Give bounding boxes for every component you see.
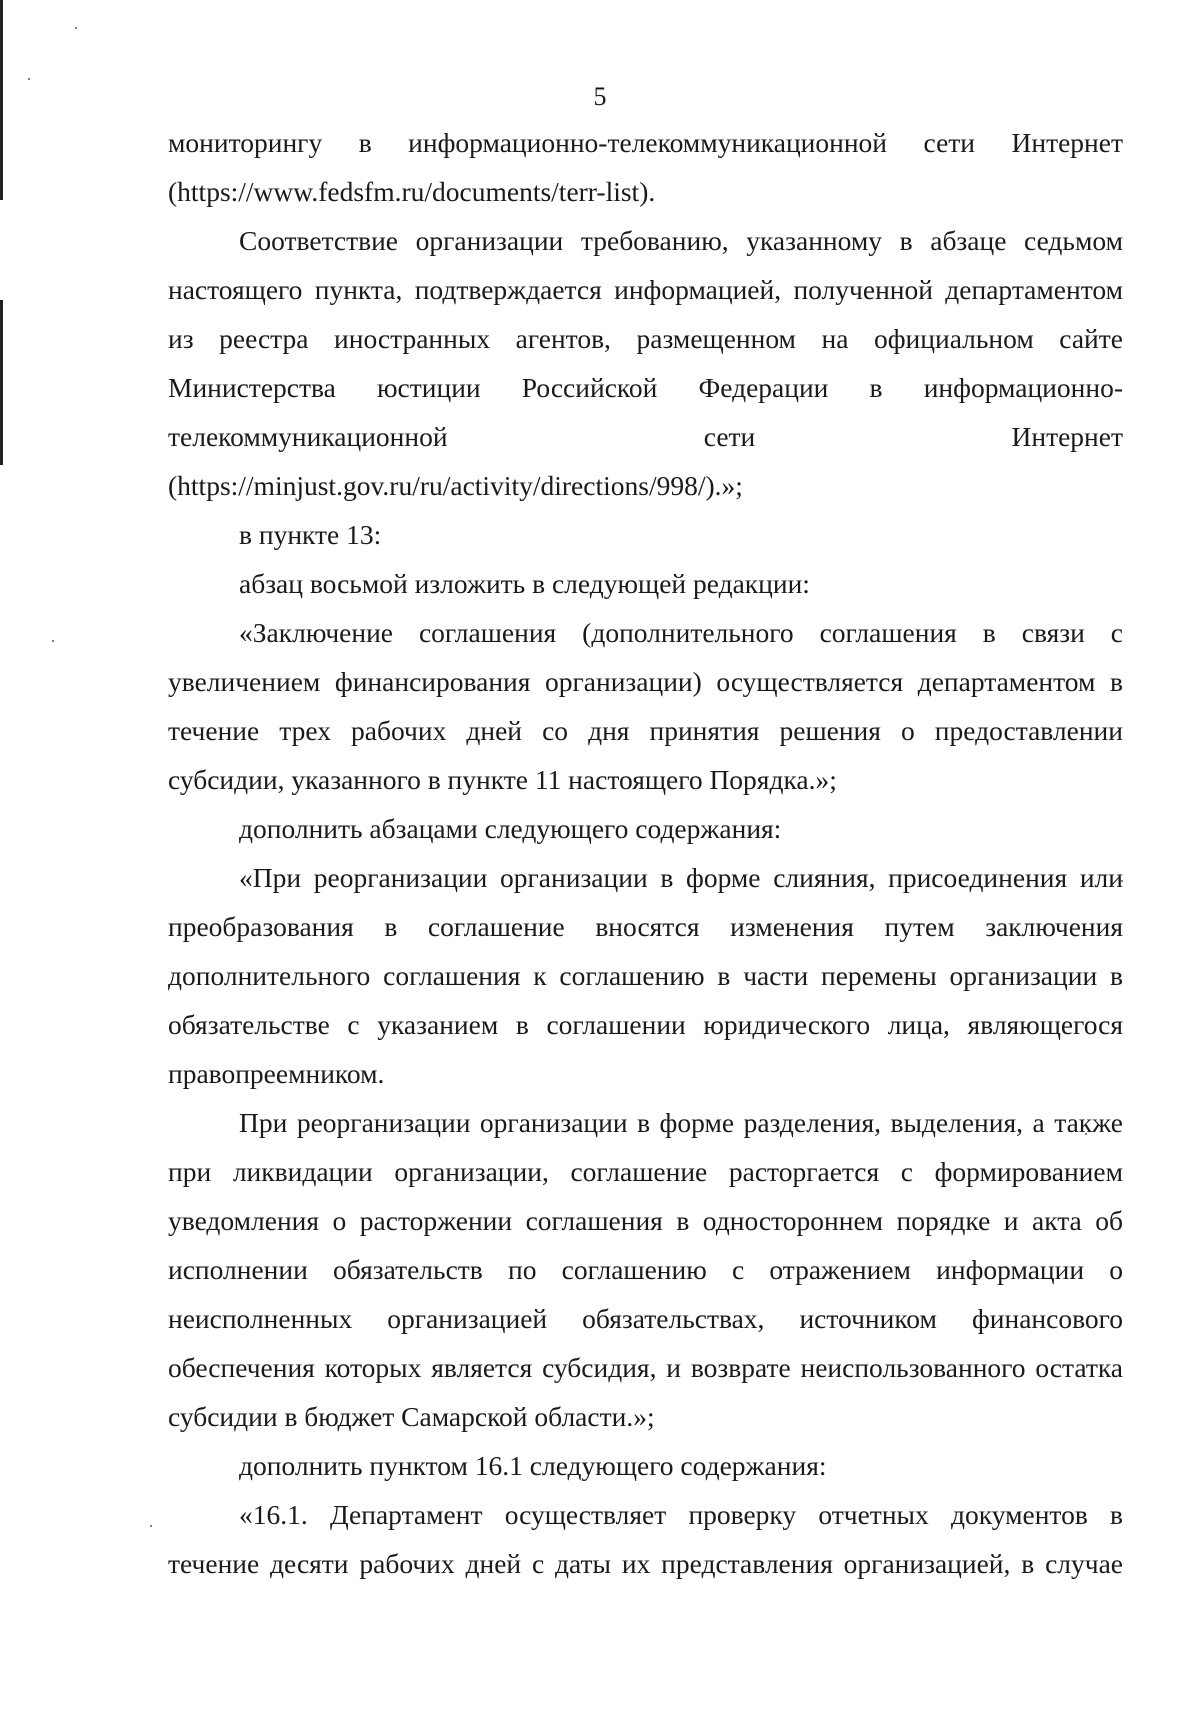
paragraph-agreement-conclusion: «Заключение соглашения (дополнительного соглашения в связи с увеличением финансирования организации) осуществляется департаментом в течение трех рабочих дней со дня принятия решения о предоставлении субсидии, указанного в пункте 11 настоящего Порядка.»; [168, 617, 1123, 795]
scan-edge-mark [0, 300, 3, 465]
paragraph-add-abzatsy: дополнить абзацами следующего содержания: [239, 813, 782, 844]
page-number: 5 [593, 82, 607, 111]
paragraph-reorganization-division: При реорганизации организации в форме разделения, выделения, а также при ликвидации организации, соглашение расторгается с формированием уведомления о расторжении соглашения в одностороннем порядке и акта об исполнении обязательств по соглашению с отражением информации о неисполненных организацией обязательствах, источником финансового обеспечения которых является субсидия, и возврате неиспользованного остатка субсидии в бюджет Самарской области.»; [168, 1107, 1123, 1432]
paragraph-continuation: мониторингу в информационно-телекоммуникационной сети Интернет (https://www.fedsfm.ru/documents/terr-list). [168, 127, 1123, 207]
scan-speck [52, 640, 54, 642]
paragraph-abzats-8: абзац восьмой изложить в следующей редакции: [239, 568, 810, 599]
paragraph-point-13: в пункте 13: [239, 519, 382, 550]
paragraph-add-point-16-1: дополнить пунктом 16.1 следующего содержания: [239, 1450, 827, 1481]
paragraph-point-16-1: «16.1. Департамент осуществляет проверку отчетных документов в течение десяти рабочих дней с даты их представления организацией, в случае [168, 1499, 1123, 1579]
scan-speck [75, 27, 77, 29]
paragraph-reorganization-merger: «При реорганизации организации в форме слияния, присоединения или преобразования в соглашение вносятся изменения путем заключения дополнительного соглашения к соглашению в части перемены организации в обязательстве с указанием в соглашении юридического лица, являющегося правопреемником. [168, 862, 1123, 1089]
scan-speck [150, 1525, 152, 1527]
scan-speck [28, 78, 30, 80]
document-body [168, 118, 1123, 1588]
paragraph-compliance: Соответствие организации требованию, указанному в абзаце седьмом настоящего пункта, подтверждается информацией, полученной департаментом из реестра иностранных агентов, размещенном на официальном сайте Министерства юстиции Российской Федерации в информационно-телекоммуникационной сети Интернет (https://minjust.gov.ru/ru/activity/directions/998/).»; [168, 225, 1123, 501]
